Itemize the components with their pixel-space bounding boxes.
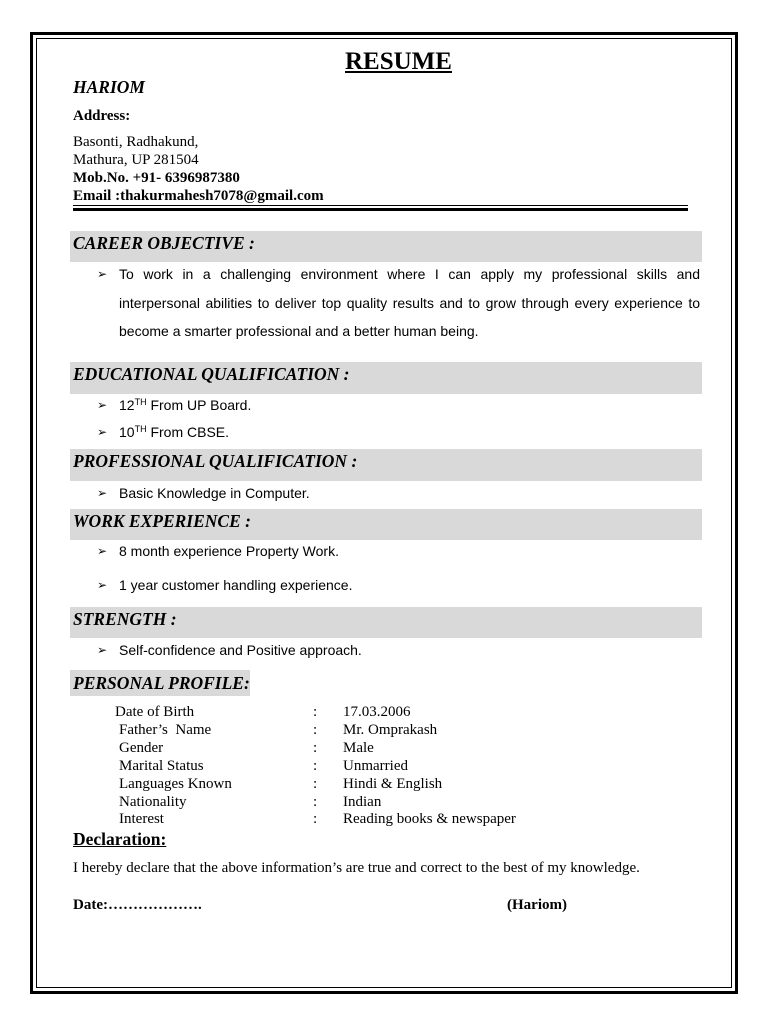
section-band-educational-qualification <box>70 362 702 394</box>
arrow-bullet-icon: ➢ <box>97 578 108 592</box>
profile-value-gender: Male <box>343 740 374 756</box>
mobile-number: Mob.No. +91- 6396987380 <box>73 170 240 186</box>
profile-label-gender: Gender <box>119 740 164 756</box>
section-band-strength <box>70 607 702 638</box>
arrow-bullet-icon: ➢ <box>97 544 108 558</box>
list-item-work-1: 8 month experience Property Work. <box>119 543 339 559</box>
profile-label-father-name: Father’s Name <box>119 722 212 738</box>
section-heading-work-experience: WORK EXPERIENCE : <box>73 511 251 531</box>
date-field: Date:………………. <box>73 897 202 913</box>
list-item-education-2 <box>119 423 229 441</box>
list-item-work-2: 1 year customer handling experience. <box>119 577 353 593</box>
section-band-work-experience <box>70 509 702 540</box>
education-level-superscript: TH <box>134 424 147 434</box>
arrow-bullet-icon: ➢ <box>97 425 108 439</box>
address-line-2: Mathura, UP 281504 <box>73 152 199 168</box>
section-heading-professional-qualification: PROFESSIONAL QUALIFICATION : <box>73 451 358 471</box>
profile-label-dob: Date of Birth <box>115 704 195 720</box>
list-item-strength-1: Self-confidence and Positive approach. <box>119 642 362 658</box>
profile-separator: : <box>313 811 318 827</box>
list-item-education-1 <box>119 396 251 414</box>
profile-label-nationality: Nationality <box>119 794 187 810</box>
profile-value-nationality: Indian <box>343 794 382 810</box>
arrow-bullet-icon: ➢ <box>97 643 108 657</box>
section-band-personal-profile <box>70 670 250 696</box>
section-heading-educational-qualification: EDUCATIONAL QUALIFICATION : <box>73 364 350 384</box>
profile-separator: : <box>313 776 318 792</box>
list-item-professional-1: Basic Knowledge in Computer. <box>119 485 310 501</box>
address-line-1: Basonti, Radhakund, <box>73 134 199 150</box>
profile-value-marital-status: Unmarried <box>343 758 408 774</box>
education-board: From CBSE. <box>146 424 230 440</box>
email-address: Email :thakurmahesh7078@gmail.com <box>73 188 324 204</box>
profile-separator: : <box>313 794 318 810</box>
profile-value-dob: 17.03.2006 <box>343 704 411 720</box>
profile-separator: : <box>313 740 318 756</box>
section-heading-career-objective: CAREER OBJECTIVE : <box>73 233 255 253</box>
section-heading-personal-profile: PERSONAL PROFILE: <box>73 673 250 693</box>
education-level: 12 <box>119 397 135 413</box>
profile-separator: : <box>313 704 318 720</box>
arrow-bullet-icon: ➢ <box>97 486 108 500</box>
profile-separator: : <box>313 758 318 774</box>
profile-label-interest: Interest <box>119 811 164 827</box>
header-double-rule <box>73 205 688 211</box>
career-objective-text: To work in a challenging environment where I can apply my professional skills and interpersonal abilities to deliver top quality results and to grow through every experience to become a smarter professional and a better human being. <box>119 266 700 339</box>
education-board: From UP Board. <box>146 397 252 413</box>
profile-value-interest: Reading books & newspaper <box>343 811 516 827</box>
education-level: 10 <box>119 424 135 440</box>
declaration-heading: Declaration: <box>73 829 167 849</box>
arrow-bullet-icon: ➢ <box>97 398 108 412</box>
profile-value-languages: Hindi & English <box>343 776 443 792</box>
section-band-career-objective <box>70 231 702 262</box>
candidate-name: HARIOM <box>73 77 145 97</box>
resume-title: RESUME <box>345 48 452 75</box>
education-level-superscript: TH <box>134 397 147 407</box>
section-heading-strength: STRENGTH : <box>73 609 177 629</box>
arrow-bullet-icon: ➢ <box>97 267 108 281</box>
profile-label-languages: Languages Known <box>119 776 232 792</box>
profile-label-marital-status: Marital Status <box>119 758 204 774</box>
profile-separator: : <box>313 722 318 738</box>
address-label: Address: <box>73 108 131 124</box>
section-band-professional-qualification <box>70 449 702 481</box>
profile-value-father-name: Mr. Omprakash <box>343 722 438 738</box>
signature-name: (Hariom) <box>507 897 567 913</box>
declaration-text: I hereby declare that the above information’s are true and correct to the best of my knowledge. <box>73 860 640 876</box>
